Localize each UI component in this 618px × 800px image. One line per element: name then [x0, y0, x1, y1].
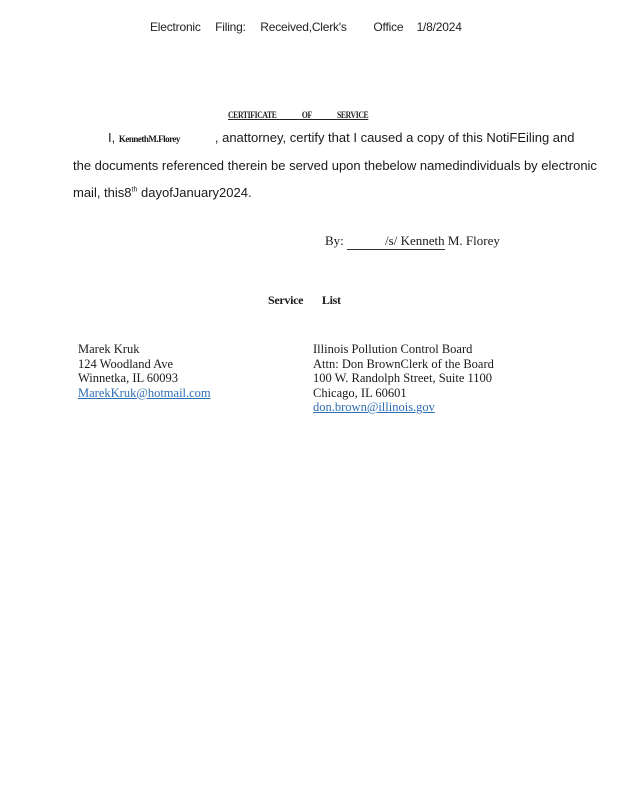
signature-value: /s/ Kenneth M. Florey — [385, 233, 500, 248]
line3-suffix: dayofJanuary2024. — [141, 185, 252, 200]
contact-right-org: Illinois Pollution Control Board — [313, 342, 473, 356]
filing-stamp — [150, 20, 462, 34]
contact-left-email-link[interactable]: MarekKruk@hotmail.com — [78, 385, 211, 400]
attorney-name: KennethM.Florey — [118, 134, 180, 144]
contact-left-name: Marek Kruk — [78, 342, 140, 356]
signature-line — [347, 233, 500, 250]
contact-right — [313, 342, 494, 415]
certificate-line-1 — [108, 130, 574, 145]
line3-prefix: mail, this — [73, 185, 125, 200]
stamp-date: 1/8/2024 — [416, 20, 462, 34]
signature-block — [325, 233, 500, 250]
stamp-filing: Filing: — [215, 20, 246, 34]
line3-sup: th — [131, 186, 138, 194]
certificate-title: CERTIFICATE OF SERVICE — [228, 110, 369, 120]
stamp-electronic: Electronic — [150, 20, 201, 34]
certificate-line-2: the documents referenced therein be served upon thebelow namedindividuals by electronic — [73, 158, 597, 173]
stamp-received: Received,Clerk's — [260, 20, 347, 34]
contact-left — [78, 342, 211, 400]
contact-right-attn: Attn: Don BrownClerk of the Board — [313, 356, 494, 371]
contact-right-city: Chicago, IL 60601 — [313, 385, 407, 400]
line1-text: , anattorney, certify that I caused a copy of this NotiFEiling and — [214, 130, 575, 145]
contact-left-city: Winnetka, IL 60093 — [78, 371, 179, 385]
contact-right-street: 100 W. Randolph Street, Suite 1100 — [313, 371, 493, 385]
signature-label: By: — [325, 233, 344, 248]
service-list-title: Service List — [268, 293, 341, 307]
contact-right-email-link[interactable]: don.brown@illinois.gov — [313, 400, 435, 414]
contact-left-street: 124 Woodland Ave — [78, 356, 174, 371]
certificate-line-3 — [73, 185, 252, 200]
stamp-office: Office — [373, 20, 404, 34]
line3-day: 8 — [124, 185, 132, 200]
line1-prefix: I, — [108, 130, 116, 145]
